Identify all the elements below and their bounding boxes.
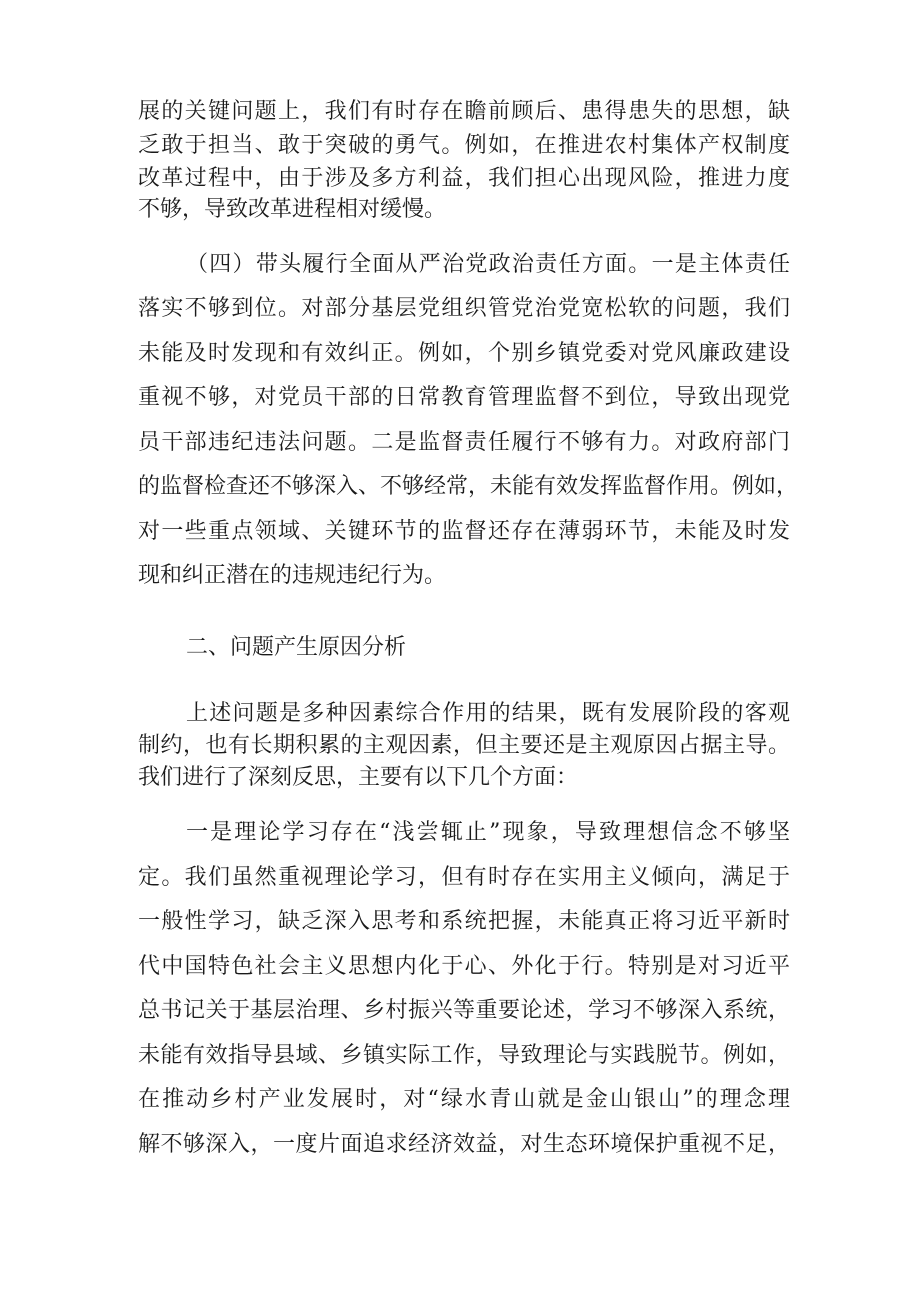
text-line: 上述问题是多种因素综合作用的结果，既有发展阶段的客观 [186,701,790,726]
text-line: 落实不够到位。对部分基层党组织管党治党宽松软的问题，我们 [138,296,790,321]
text-line: 总书记关于基层治理、乡村振兴等重要论述，学习不够深入系统， [138,998,790,1023]
text-line: 对一些重点领域、关键环节的监督还存在薄弱环节，未能及时发 [138,519,790,544]
text-line: 代中国特色社会主义思想内化于心、外化于行。特别是对习近平 [138,954,790,979]
text-line: 重视不够，对党员干部的日常教育管理监督不到位，导致出现党 [138,385,790,410]
text-line: 现和纠正潜在的违规违纪行为。 [138,563,447,588]
text-line: 定。我们虽然重视理论学习，但有时存在实用主义倾向，满足于 [138,865,790,890]
section-heading: 二、问题产生原因分析 [186,635,407,660]
text-line: 乏敢于担当、敢于突破的勇气。例如，在推进农村集体产权制度 [138,133,790,158]
text-line: 员干部违纪违法问题。二是监督责任履行不够有力。对政府部门 [138,430,790,455]
text-line: 一般性学习，缺乏深入思考和系统把握，未能真正将习近平新时 [138,909,790,934]
text-line: （四）带头履行全面从严治党政治责任方面。一是主体责任 [186,252,790,277]
text-line: 一是理论学习存在“浅尝辄止”现象，导致理想信念不够坚 [186,820,790,845]
text-line: 未能有效指导县域、乡镇实际工作，导致理论与实践脱节。例如， [138,1043,790,1068]
text-line: 解不够深入，一度片面追求经济效益，对生态环境保护重视不足， [138,1132,790,1157]
text-line: 的监督检查还不够深入、不够经常，未能有效发挥监督作用。例如， [138,474,799,499]
text-line: 我们进行了深刻反思，主要有以下几个方面： [138,765,579,790]
text-line: 改革过程中，由于涉及多方利益，我们担心出现风险，推进力度 [138,166,790,191]
text-line: 展的关键问题上，我们有时存在瞻前顾后、患得患失的思想，缺 [138,99,790,124]
text-line: 未能及时发现和有效纠正。例如，个别乡镇党委对党风廉政建设 [138,341,790,366]
text-line: 在推动乡村产业发展时，对“绿水青山就是金山银山”的理念理 [138,1087,790,1112]
text-line: 制约，也有长期积累的主观因素，但主要还是主观原因占据主导。 [138,733,790,758]
text-line: 不够，导致改革进程相对缓慢。 [138,197,447,222]
